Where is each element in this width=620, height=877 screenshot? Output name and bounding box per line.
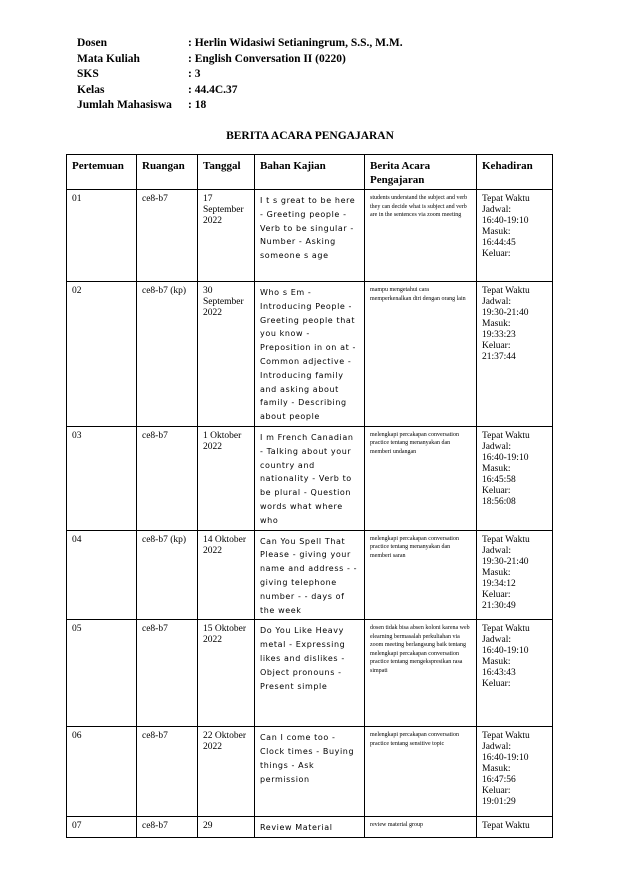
kehadiran-line: 21:37:44 (482, 352, 516, 362)
tanggal-cell: 14 Oktober 2022 (198, 530, 255, 620)
table-row (67, 426, 553, 530)
kehadiran-line: Keluar: (482, 786, 511, 797)
column-header: Ruangan (137, 155, 198, 190)
bahan-kajian-cell: I m French Canadian - Talking about your country and nationality - Verb to be plural - Question words what where who (255, 426, 365, 530)
ruangan-cell: ce8-b7 (137, 190, 198, 282)
tanggal-cell: 22 Oktober 2022 (198, 727, 255, 817)
bahan-kajian-cell: Do You Like Heavy metal - Expressing likes and dislikes - Object pronouns - Present simple (255, 620, 365, 727)
info-label: SKS (77, 68, 99, 80)
ruangan-cell: ce8-b7 (137, 426, 198, 530)
kehadiran-line: Tepat Waktu (482, 624, 530, 635)
table-row (67, 727, 553, 817)
kehadiran-line: Jadwal: (482, 441, 512, 452)
table-header-row (67, 155, 553, 190)
kehadiran-cell (477, 426, 553, 530)
tanggal-cell: 29 (198, 817, 255, 838)
kehadiran-line: Masuk: (482, 227, 511, 237)
kehadiran-line: Jadwal: (482, 635, 512, 646)
info-row-sks (77, 67, 403, 83)
kehadiran-line: 16:40-19:10 (482, 216, 529, 226)
info-value: : English Conversation II (0220) (188, 52, 346, 65)
kehadiran-line: Masuk: (482, 764, 511, 775)
info-row-dosen (77, 36, 403, 52)
kehadiran-line: Jadwal: (482, 545, 512, 556)
kehadiran-line: Masuk: (482, 319, 511, 329)
info-value: : 18 (188, 99, 207, 111)
kehadiran-line: 16:40-19:10 (482, 452, 529, 463)
teaching-log-table (66, 154, 553, 838)
tanggal-cell: 1 Oktober 2022 (198, 426, 255, 530)
kehadiran-line: 19:34:12 (482, 578, 516, 589)
kehadiran-line: Jadwal: (482, 742, 512, 753)
pertemuan-cell: 03 (67, 426, 137, 530)
info-label: Mata Kuliah (77, 52, 140, 65)
info-value: : 3 (188, 68, 201, 80)
ruangan-cell: ce8-b7 (137, 727, 198, 817)
pertemuan-cell: 04 (67, 530, 137, 620)
kehadiran-line: 21:30:49 (482, 600, 516, 611)
kehadiran-line: Keluar: (482, 679, 511, 690)
berita-acara-cell: melengkapi percakapan conversation practice tentang menanyakan dan memberi saran (365, 530, 477, 620)
info-row-jumlah-mahasiswa (77, 98, 403, 114)
kehadiran-cell (477, 620, 553, 727)
document-title: BERITA ACARA PENGAJARAN (226, 130, 394, 142)
table-row (67, 817, 553, 838)
info-label: Jumlah Mahasiswa (77, 99, 172, 111)
kehadiran-line: Tepat Waktu (482, 821, 530, 832)
table-row (67, 190, 553, 282)
kehadiran-line: Tepat Waktu (482, 286, 530, 296)
kehadiran-line: Keluar: (482, 249, 511, 259)
kehadiran-line: 16:44:45 (482, 238, 516, 248)
berita-acara-cell: melengkapi percakapan conversation practice tentang sensitive topic (365, 727, 477, 817)
kehadiran-line: Tepat Waktu (482, 534, 530, 545)
column-header: Tanggal (198, 155, 255, 190)
kehadiran-line: 16:40-19:10 (482, 753, 529, 764)
tanggal-cell: 17 September 2022 (198, 190, 255, 282)
kehadiran-cell (477, 727, 553, 817)
kehadiran-line: Masuk: (482, 463, 511, 474)
pertemuan-cell: 01 (67, 190, 137, 282)
kehadiran-line: Masuk: (482, 657, 511, 668)
tanggal-cell: 30 September 2022 (198, 282, 255, 427)
kehadiran-line: Tepat Waktu (482, 731, 530, 742)
ruangan-cell: ce8-b7 (137, 817, 198, 838)
berita-acara-cell: review material group (365, 817, 477, 838)
kehadiran-line: Keluar: (482, 341, 511, 351)
berita-acara-cell: melengkapi percakapan conversation practice tentang menanyakan dan memberi undangan (365, 426, 477, 530)
ruangan-cell: ce8-b7 (kp) (137, 530, 198, 620)
info-row-kelas (77, 83, 403, 99)
kehadiran-line: 16:47:56 (482, 775, 516, 786)
bahan-kajian-cell: Review Material (255, 817, 365, 838)
kehadiran-cell (477, 282, 553, 427)
kehadiran-line: 19:30-21:40 (482, 556, 529, 567)
kehadiran-line: 16:43:43 (482, 668, 516, 679)
kehadiran-line: 19:01:29 (482, 797, 516, 808)
bahan-kajian-cell: Can I come too - Clock times - Buying things - Ask permission (255, 727, 365, 817)
tanggal-cell: 15 Oktober 2022 (198, 620, 255, 727)
kehadiran-line: 19:33:23 (482, 330, 516, 340)
kehadiran-cell (477, 530, 553, 620)
berita-acara-cell: dosen tidak bisa absen koloni karena web elearning bermasalah perkuliahan via zoom meeting berlangsung baik tentang melengkapi percakapan conversation practice tentang mengekspresikan rasa simpati (365, 620, 477, 727)
kehadiran-line: Keluar: (482, 589, 511, 600)
column-header: Berita Acara Pengajaran (365, 155, 477, 190)
ruangan-cell: ce8-b7 (137, 620, 198, 727)
kehadiran-line: 19:30-21:40 (482, 308, 529, 318)
table-row (67, 620, 553, 727)
kehadiran-line: Masuk: (482, 567, 511, 578)
info-row-mata-kuliah (77, 52, 403, 68)
info-label: Kelas (77, 83, 105, 96)
column-header: Kehadiran (477, 155, 553, 190)
ruangan-cell: ce8-b7 (kp) (137, 282, 198, 427)
bahan-kajian-cell: Who s Em - Introducing People - Greeting people that you know - Preposition in on at - Common adjective - Introducing family and asking about family - Describing about people (255, 282, 365, 427)
kehadiran-line: Tepat Waktu (482, 430, 530, 441)
kehadiran-line: Jadwal: (482, 297, 512, 307)
pertemuan-cell: 02 (67, 282, 137, 427)
kehadiran-line: 18:56:08 (482, 496, 516, 507)
kehadiran-line: 16:45:58 (482, 474, 516, 485)
table-row (67, 282, 553, 427)
table-row (67, 530, 553, 620)
bahan-kajian-cell: I t s great to be here - Greeting people - Verb to be singular - Number - Asking someone s age (255, 190, 365, 282)
berita-acara-cell: mampu mengetahui cara memperkenalkan diri dengan orang lain (365, 282, 477, 427)
info-label: Dosen (77, 37, 108, 49)
kehadiran-cell (477, 190, 553, 282)
pertemuan-cell: 05 (67, 620, 137, 727)
berita-acara-cell: students understand the subject and verb they can decide what is subject and verb are in the sentences via zoom meeting (365, 190, 477, 282)
kehadiran-cell (477, 817, 553, 838)
course-info (77, 36, 403, 114)
kehadiran-line: Keluar: (482, 485, 511, 496)
info-value: : Herlin Widasiwi Setianingrum, S.S., M.M. (188, 37, 403, 49)
column-header: Bahan Kajian (255, 155, 365, 190)
pertemuan-cell: 06 (67, 727, 137, 817)
kehadiran-line: Tepat Waktu (482, 194, 530, 204)
bahan-kajian-cell: Can You Spell That Please - giving your name and address - - giving telephone number - - days of the week (255, 530, 365, 620)
kehadiran-line: Jadwal: (482, 205, 512, 215)
kehadiran-line: 16:40-19:10 (482, 646, 529, 657)
info-value: : 44.4C.37 (188, 83, 238, 96)
pertemuan-cell: 07 (67, 817, 137, 838)
column-header: Pertemuan (67, 155, 137, 190)
